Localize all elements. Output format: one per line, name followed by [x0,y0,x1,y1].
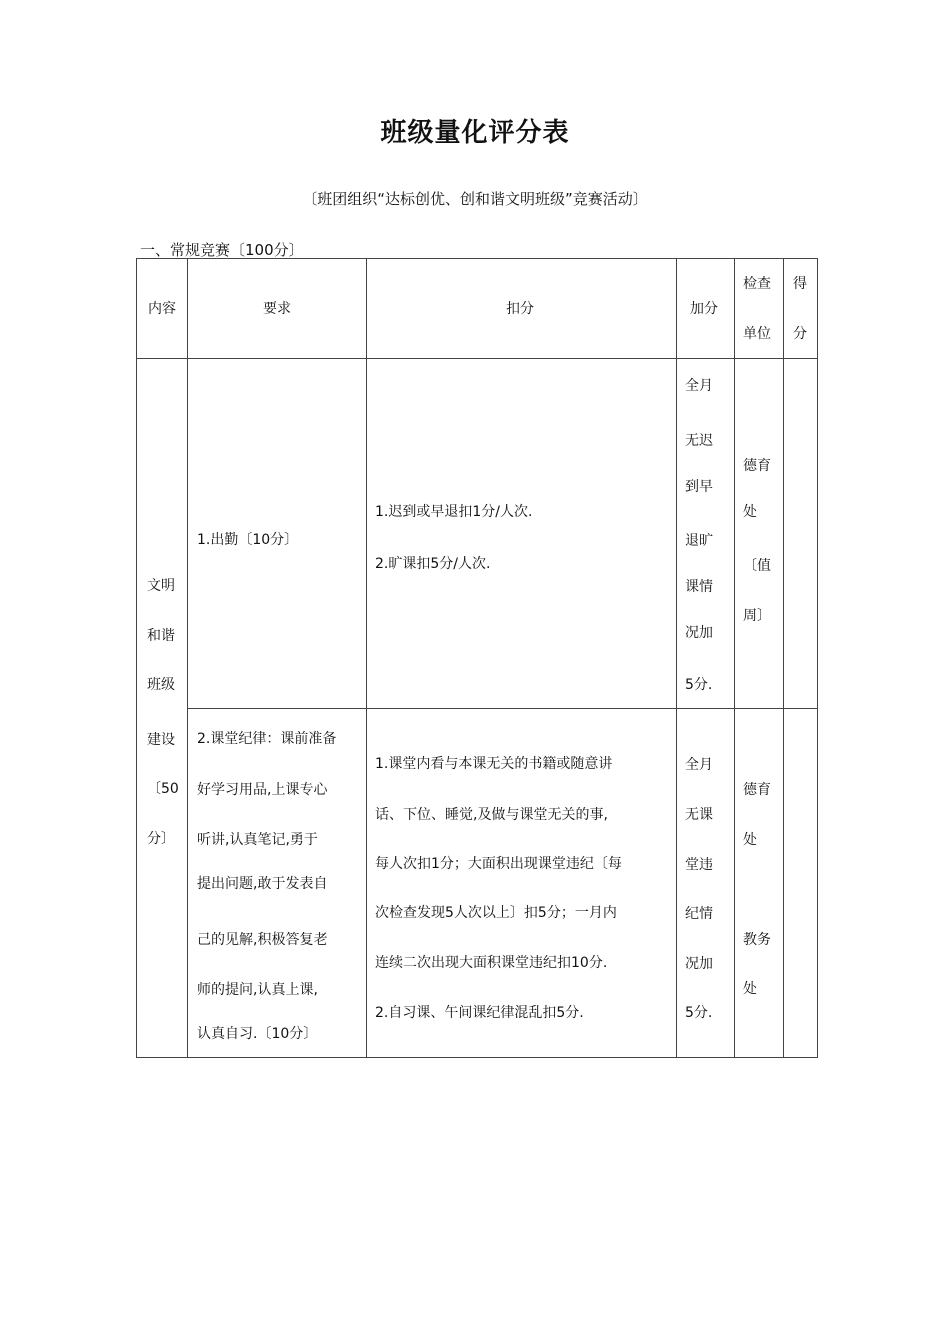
row2-requirement-line: 提出问题,敢于发表自 [197,876,328,892]
row2-requirement-line: 听讲,认真笔记,勇于 [197,832,318,848]
row2-deduction-line: 2.自习课、午间课纪律混乱扣5分. [375,1005,584,1021]
row1-dept-line: 处 [743,504,757,520]
header-dept-line1: 检查 [743,276,771,292]
row1-bonus-line: 退旷 [685,533,713,549]
row2-deduction-line: 话、下位、睡觉,及做与课堂无关的事, [375,807,608,823]
row1-bonus-line: 无迟 [685,433,713,449]
row1-bonus-line: 课情 [685,579,713,595]
row1-deduction-line: 1.迟到或早退扣1分/人次. [375,504,533,520]
row1-bonus-line: 况加 [685,625,713,641]
document-title: 班级量化评分表 [380,118,570,148]
header-bonus: 加分 [690,301,718,317]
row2-deduction-line: 次检查发现5人次以上〕扣5分；一月内 [375,905,617,921]
row1-deduction-line: 2.旷课扣5分/人次. [375,556,491,572]
category-line: 建设 [147,732,175,748]
row2-bonus-line: 纪情 [685,906,713,922]
row1-bonus-line: 到早 [685,479,713,495]
header-deduction: 扣分 [506,301,534,317]
row1-bonus-line: 5分. [685,677,713,693]
row2-requirement-line: 2.课堂纪律：课前准备 [197,731,337,747]
row2-deduction-line: 每人次扣1分；大面积出现课堂违纪〔每 [375,856,622,872]
row2-requirement-line: 认真自习.〔10分〕 [197,1026,318,1042]
row2-dept-line: 教务 [743,932,771,948]
row1-dept-line: 德育 [743,458,771,474]
row2-requirement-line: 好学习用品,上课专心 [197,782,328,798]
row1-bonus-line: 全月 [685,378,713,394]
document-subtitle: 〔班团组织“达标创优、创和谐文明班级”竞赛活动〕 [302,190,648,208]
category-line: 文明 [147,578,175,594]
row2-dept-line: 德育 [743,782,771,798]
row2-deduction-line: 1.课堂内看与本课无关的书籍或随意讲 [375,756,613,772]
row2-bonus-line: 况加 [685,956,713,972]
row1-dept-line: 〔值 [743,558,771,574]
row2-requirement-line: 师的提问,认真上课, [197,982,318,998]
header-score-line2: 分 [793,326,807,342]
row2-deduction-line: 连续二次出现大面积课堂违纪扣10分. [375,955,608,971]
row2-dept-line: 处 [743,981,757,997]
header-score-line1: 得 [793,276,807,292]
row1-requirement: 1.出勤〔10分〕 [197,532,299,548]
category-line: 班级 [147,677,175,693]
row2-bonus-line: 无课 [685,807,713,823]
row1-dept-line: 周〕 [743,608,771,624]
row2-requirement-line: 己的见解,积极答复老 [197,932,328,948]
row2-bonus-line: 堂违 [685,857,713,873]
score-table [136,258,818,1058]
header-content: 内容 [148,301,176,317]
category-line: 和谐 [147,628,175,644]
category-line: 分〕 [147,831,175,847]
section-heading: 一、常规竞赛〔100分〕 [140,241,304,259]
row2-bonus-line: 全月 [685,757,713,773]
header-requirement: 要求 [263,301,291,317]
row2-dept-line: 处 [743,832,757,848]
header-dept-line2: 单位 [743,326,771,342]
row2-bonus-line: 5分. [685,1005,713,1021]
category-line: 〔50 [147,781,179,797]
